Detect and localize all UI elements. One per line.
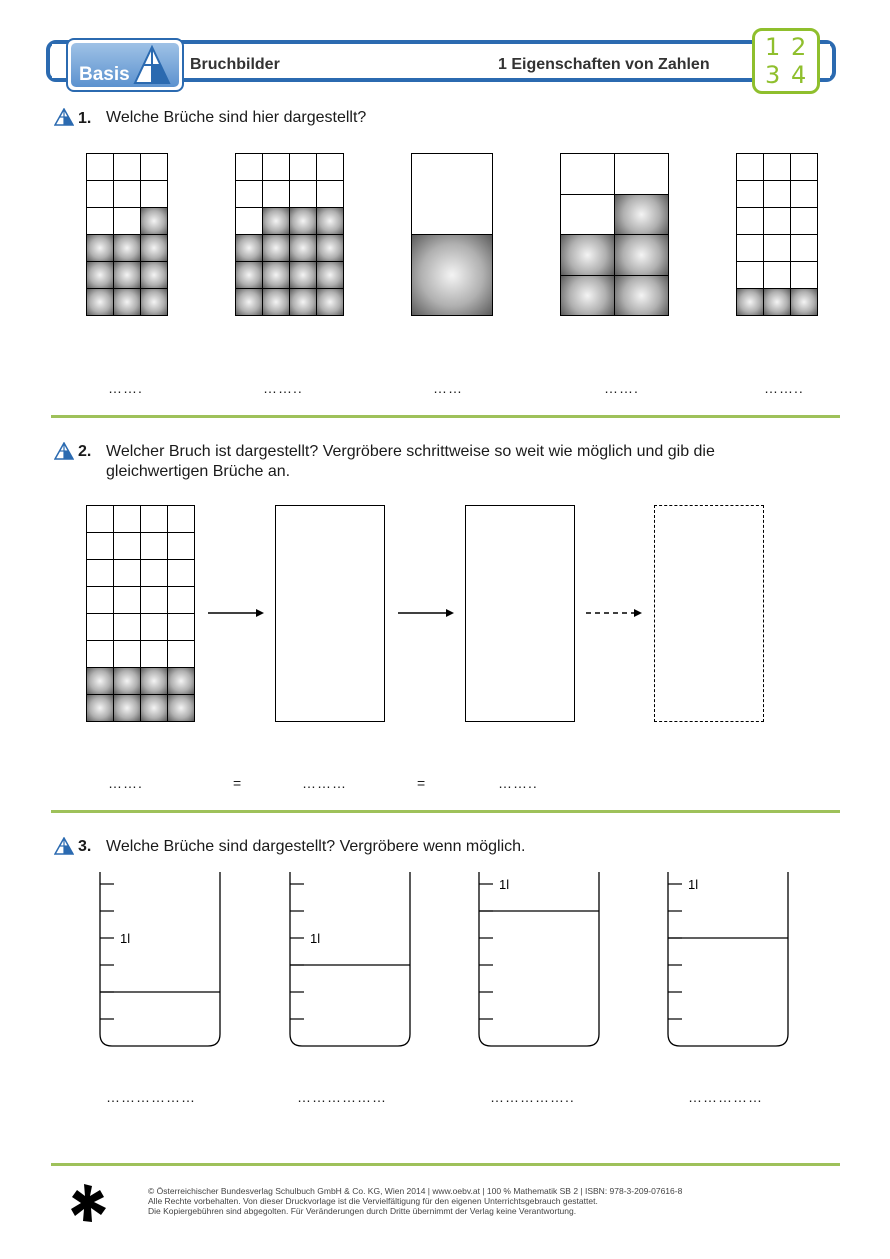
empty-cell bbox=[737, 208, 763, 234]
basis-task-icon bbox=[54, 108, 74, 126]
beaker-outline bbox=[479, 872, 599, 1046]
shaded-cell bbox=[87, 262, 113, 288]
empty-cell bbox=[168, 614, 194, 640]
answer-blank[interactable]: ……. bbox=[108, 775, 143, 791]
answer-blank[interactable]: …….. bbox=[764, 380, 804, 396]
chapter-title: 1 Eigenschaften von Zahlen bbox=[498, 56, 710, 73]
answer-blank[interactable]: ……. bbox=[604, 380, 639, 396]
fraction-grid bbox=[86, 505, 195, 722]
shaded-cell bbox=[263, 235, 289, 261]
copyright-line: Die Kopiergebühren sind abgegolten. Für Veränderungen durch Dritte übernimmt der Verlag keine Verantwortung. bbox=[148, 1206, 577, 1216]
empty-cell bbox=[764, 181, 790, 207]
equals-sign: = bbox=[417, 775, 427, 791]
shaded-cell bbox=[168, 668, 194, 694]
empty-cell bbox=[141, 506, 167, 532]
shaded-cell bbox=[317, 235, 343, 261]
empty-cell bbox=[737, 235, 763, 261]
beaker-outline bbox=[290, 872, 410, 1046]
shaded-cell bbox=[263, 208, 289, 234]
answer-blank[interactable]: ……… bbox=[302, 775, 347, 791]
measuring-beaker bbox=[98, 870, 224, 1050]
shaded-cell bbox=[236, 235, 262, 261]
empty-cell bbox=[114, 587, 140, 613]
empty-cell bbox=[141, 560, 167, 586]
empty-cell bbox=[236, 154, 262, 180]
arrow-right-icon bbox=[396, 606, 456, 620]
arrow-right-icon bbox=[206, 606, 266, 620]
measuring-beaker bbox=[288, 870, 414, 1050]
answer-blank[interactable]: ……. bbox=[108, 380, 143, 396]
empty-cell bbox=[764, 208, 790, 234]
badge-digit: 3 bbox=[765, 61, 781, 89]
fraction-grid bbox=[235, 153, 344, 316]
empty-cell bbox=[168, 506, 194, 532]
empty-cell bbox=[168, 641, 194, 667]
shaded-cell bbox=[141, 262, 167, 288]
scale-label: 1l bbox=[310, 931, 321, 946]
beaker-outline bbox=[100, 872, 220, 1046]
task-question-cont: gleichwertigen Brüche an. bbox=[106, 463, 291, 480]
measuring-beaker bbox=[477, 870, 603, 1050]
shaded-cell bbox=[561, 235, 614, 275]
equals-sign: = bbox=[233, 775, 243, 791]
badge-digit: 1 bbox=[765, 33, 781, 61]
answer-blank[interactable]: …………….. bbox=[490, 1089, 575, 1105]
shaded-cell bbox=[114, 695, 140, 721]
section-divider bbox=[51, 415, 840, 418]
fraction-grid bbox=[411, 153, 493, 316]
shaded-cell bbox=[263, 289, 289, 315]
shaded-cell bbox=[764, 289, 790, 315]
shaded-cell bbox=[290, 208, 316, 234]
shaded-cell bbox=[114, 235, 140, 261]
number-badge bbox=[752, 28, 820, 94]
shaded-cell bbox=[114, 289, 140, 315]
empty-cell bbox=[114, 506, 140, 532]
fraction-grid bbox=[560, 153, 669, 316]
empty-cell bbox=[141, 154, 167, 180]
empty-cell bbox=[168, 533, 194, 559]
task-question: Welche Brüche sind dargestellt? Vergröbere wenn möglich. bbox=[106, 838, 526, 855]
shaded-cell bbox=[141, 289, 167, 315]
shaded-cell bbox=[168, 695, 194, 721]
shaded-cell bbox=[615, 195, 668, 235]
fraction-grid bbox=[86, 153, 168, 316]
empty-cell bbox=[87, 506, 113, 532]
task-number: 3. bbox=[78, 838, 92, 855]
shaded-cell bbox=[290, 235, 316, 261]
empty-cell bbox=[114, 154, 140, 180]
publisher-logo-icon bbox=[70, 1182, 110, 1224]
shaded-cell bbox=[141, 668, 167, 694]
empty-cell bbox=[114, 533, 140, 559]
copyright-line: © Österreichischer Bundesverlag Schulbuch GmbH & Co. KG, Wien 2014 | www.oebv.at | 100 % Mathematik SB 2 | ISBN: 978-3-209-07616-8 bbox=[148, 1186, 683, 1196]
shaded-cell bbox=[236, 289, 262, 315]
measuring-beaker bbox=[666, 870, 792, 1050]
coarsen-box[interactable] bbox=[275, 505, 385, 722]
shaded-cell bbox=[791, 289, 817, 315]
answer-blank[interactable]: ……………… bbox=[106, 1089, 196, 1105]
shaded-cell bbox=[561, 276, 614, 316]
empty-cell bbox=[114, 208, 140, 234]
empty-cell bbox=[263, 181, 289, 207]
empty-cell bbox=[87, 560, 113, 586]
shaded-cell bbox=[87, 235, 113, 261]
shaded-cell bbox=[615, 276, 668, 316]
logo-text: Basis bbox=[79, 64, 130, 85]
shaded-cell bbox=[87, 668, 113, 694]
answer-blank[interactable]: ……………… bbox=[297, 1089, 387, 1105]
copyright-notice bbox=[148, 1186, 682, 1216]
shaded-cell bbox=[141, 695, 167, 721]
answer-blank[interactable]: …………… bbox=[688, 1089, 763, 1105]
empty-cell bbox=[791, 208, 817, 234]
page-title: Bruchbilder bbox=[190, 56, 280, 73]
empty-cell bbox=[791, 154, 817, 180]
empty-cell bbox=[87, 181, 113, 207]
shaded-cell bbox=[290, 262, 316, 288]
empty-cell bbox=[791, 235, 817, 261]
shaded-cell bbox=[317, 208, 343, 234]
shaded-cell bbox=[412, 235, 492, 315]
empty-cell bbox=[412, 154, 492, 234]
basis-task-icon bbox=[54, 837, 74, 855]
badge-digit: 4 bbox=[791, 61, 807, 89]
empty-cell bbox=[263, 154, 289, 180]
empty-cell bbox=[236, 208, 262, 234]
footer-divider bbox=[51, 1163, 840, 1166]
empty-cell bbox=[141, 641, 167, 667]
task-question: Welcher Bruch ist dargestellt? Vergröbere schrittweise so weit wie möglich und gib die bbox=[106, 443, 715, 460]
empty-cell bbox=[168, 560, 194, 586]
answer-blank[interactable]: …….. bbox=[263, 380, 303, 396]
shaded-cell bbox=[141, 208, 167, 234]
shaded-cell bbox=[737, 289, 763, 315]
empty-cell bbox=[87, 208, 113, 234]
empty-cell bbox=[87, 154, 113, 180]
answer-blank[interactable]: …… bbox=[433, 380, 463, 396]
empty-cell bbox=[114, 181, 140, 207]
basis-task-icon bbox=[54, 442, 74, 460]
shaded-cell bbox=[114, 668, 140, 694]
shaded-cell bbox=[114, 262, 140, 288]
empty-cell bbox=[290, 154, 316, 180]
empty-cell bbox=[87, 614, 113, 640]
empty-cell bbox=[114, 641, 140, 667]
empty-cell bbox=[615, 154, 668, 194]
shaded-cell bbox=[615, 235, 668, 275]
empty-cell bbox=[764, 262, 790, 288]
task-question: Welche Brüche sind hier dargestellt? bbox=[106, 109, 367, 126]
empty-cell bbox=[141, 614, 167, 640]
shaded-cell bbox=[87, 695, 113, 721]
empty-cell bbox=[87, 587, 113, 613]
empty-cell bbox=[141, 587, 167, 613]
empty-cell bbox=[791, 181, 817, 207]
shaded-cell bbox=[317, 289, 343, 315]
answer-blank[interactable]: …….. bbox=[498, 775, 538, 791]
shaded-cell bbox=[290, 289, 316, 315]
scale-label: 1l bbox=[120, 931, 131, 946]
empty-cell bbox=[236, 181, 262, 207]
empty-cell bbox=[737, 154, 763, 180]
coarsen-box-optional[interactable] bbox=[654, 505, 764, 722]
empty-cell bbox=[561, 195, 614, 235]
task-number: 1. bbox=[78, 110, 92, 127]
empty-cell bbox=[764, 154, 790, 180]
empty-cell bbox=[114, 560, 140, 586]
empty-cell bbox=[561, 154, 614, 194]
pyramid-icon bbox=[133, 45, 171, 85]
beaker-outline bbox=[668, 872, 788, 1046]
fraction-grid bbox=[736, 153, 818, 316]
badge-digit: 2 bbox=[791, 33, 807, 61]
empty-cell bbox=[114, 614, 140, 640]
shaded-cell bbox=[141, 235, 167, 261]
scale-label: 1l bbox=[499, 877, 510, 892]
coarsen-box[interactable] bbox=[465, 505, 575, 722]
copyright-line: Alle Rechte vorbehalten. Von dieser Druckvorlage ist die Vervielfältigung für den eigenen Unterrichtsgebrauch gestattet. bbox=[148, 1196, 598, 1206]
shaded-cell bbox=[236, 262, 262, 288]
empty-cell bbox=[290, 181, 316, 207]
empty-cell bbox=[737, 262, 763, 288]
basis-logo bbox=[66, 38, 184, 92]
empty-cell bbox=[141, 181, 167, 207]
shaded-cell bbox=[263, 262, 289, 288]
empty-cell bbox=[168, 587, 194, 613]
task-number: 2. bbox=[78, 443, 92, 460]
empty-cell bbox=[87, 533, 113, 559]
empty-cell bbox=[317, 181, 343, 207]
shaded-cell bbox=[317, 262, 343, 288]
empty-cell bbox=[737, 181, 763, 207]
empty-cell bbox=[87, 641, 113, 667]
scale-label: 1l bbox=[688, 877, 699, 892]
empty-cell bbox=[791, 262, 817, 288]
empty-cell bbox=[764, 235, 790, 261]
section-divider bbox=[51, 810, 840, 813]
empty-cell bbox=[317, 154, 343, 180]
shaded-cell bbox=[87, 289, 113, 315]
dashed-arrow-right-icon bbox=[584, 606, 644, 620]
empty-cell bbox=[141, 533, 167, 559]
